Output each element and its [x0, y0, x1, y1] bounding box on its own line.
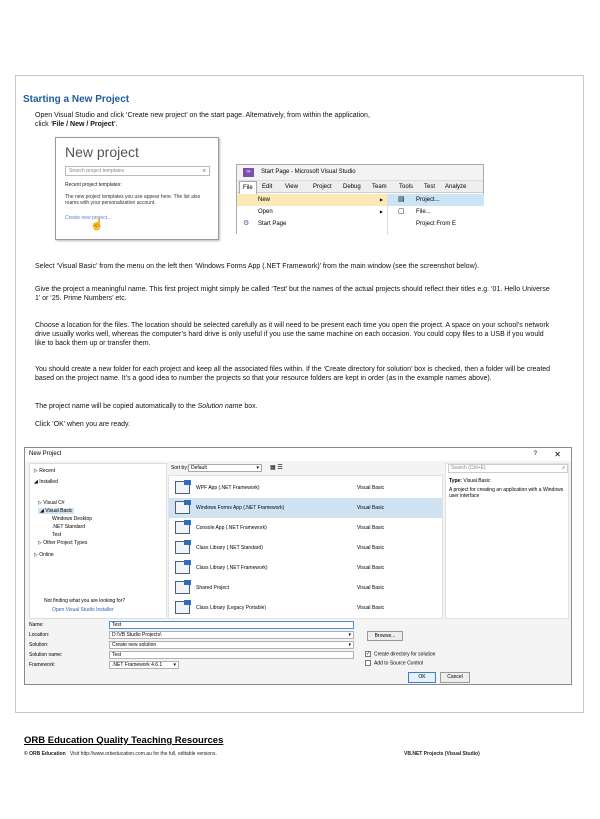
checkmark-icon: ✓	[366, 651, 371, 657]
type-value: Visual Basic	[463, 478, 491, 484]
template-name: Windows Forms App (.NET Framework)	[196, 505, 285, 511]
file-icon: ▢	[398, 208, 405, 215]
submenu-project-label: Project...	[416, 197, 440, 203]
submenu-project[interactable]	[388, 194, 484, 206]
template-icon	[175, 521, 190, 534]
vs-menubar	[237, 180, 483, 193]
dialog-titlebar	[25, 448, 571, 461]
template-row[interactable]	[169, 538, 442, 558]
template-icon	[175, 581, 190, 594]
solution-name-label: Solution name:	[29, 652, 63, 658]
sort-value: Default	[191, 465, 207, 471]
chevron-down-icon: ▾	[348, 632, 351, 638]
template-language: Visual Basic	[357, 585, 385, 591]
paragraph-location: Choose a location for the files. The location should be selected carefully as it will need to be present each time you open the project. A space on your school’s network drive usually works well, whereas the computer’s hard drive is only useful if you use the same machine on each occasion. You could copy files to a USB if you would like to back them up or transfer them.	[35, 322, 550, 347]
template-name: Class Library (.NET Framework)	[196, 565, 268, 571]
paragraph-project-name: Give the project a meaningful name. This first project might simply be called ‘Test’ but the names of the actual projects should reflect their titles e.g. ‘01. Hello Universe 1’ or ‘25. Prime Numbers’ etc.	[35, 286, 550, 302]
template-name: WPF App (.NET Framework)	[196, 485, 260, 491]
menu-test[interactable]: Test	[424, 184, 436, 190]
paragraph-select-visual-basic: Select ‘Visual Basic’ from the menu on the left then ‘Windows Forms App (.NET Framework)’ from the main window (see the screenshot below).	[35, 263, 479, 270]
template-search-input[interactable]	[65, 166, 210, 176]
template-name: Shared Project	[196, 585, 230, 591]
submenu-arrow-icon: ▶	[379, 209, 383, 214]
tree-windows-desktop[interactable]: Windows Desktop	[52, 516, 93, 522]
ok-button[interactable]: OK	[408, 672, 436, 683]
template-row[interactable]	[169, 558, 442, 578]
search-placeholder: Search (Ctrl+E)	[451, 465, 486, 471]
footer-visit-text: Visit http://www.orbeducation.com.au for the full, editable versions.	[69, 751, 217, 757]
menu-project[interactable]: Project	[313, 184, 332, 190]
file-item-start-page[interactable]	[237, 218, 387, 230]
type-label: Type:	[449, 478, 462, 484]
tree-recent[interactable]: ▷ Recent	[34, 468, 56, 474]
chevron-down-icon: ▾	[173, 662, 176, 668]
intro-paragraph	[35, 111, 555, 129]
template-row[interactable]	[169, 578, 442, 598]
intro-line: Open Visual Studio and click ‘Create new project’ on the start page. Alternatively, from within the application,	[35, 112, 370, 119]
paragraph-solution-name	[35, 402, 555, 411]
browse-button[interactable]: Browse...	[367, 631, 403, 641]
submenu-arrow-icon: ▶	[379, 197, 383, 202]
tree-visual-basic[interactable]: ◢ Visual Basic	[40, 508, 73, 514]
recent-templates-label: Recent project templates:	[65, 182, 122, 188]
chevron-down-icon: ▾	[348, 642, 351, 648]
search-icon: ⌕	[562, 465, 565, 471]
location-value: D:\VB Studio Projects\	[112, 632, 162, 638]
template-row[interactable]	[169, 498, 442, 518]
not-finding-text: Not finding what you are looking for?	[44, 598, 126, 604]
menu-file[interactable]: File	[239, 181, 257, 194]
file-item-new-label: New	[258, 197, 271, 203]
template-icon	[175, 541, 190, 554]
project-icon: ▤	[398, 196, 405, 203]
vs-window-title: Start Page - Microsoft Visual Studio	[261, 169, 356, 175]
template-language: Visual Basic	[357, 485, 385, 491]
intro-click-prefix: click ‘	[35, 121, 53, 128]
type-description: A project for creating an application with a Windows user interface	[449, 487, 564, 499]
help-button[interactable]: ?	[533, 451, 537, 457]
solution-value: Create new solution	[112, 642, 157, 648]
template-icon	[175, 561, 190, 574]
sort-dropdown[interactable]	[188, 464, 262, 472]
menu-analyze[interactable]: Analyze	[445, 184, 467, 190]
create-new-project-link[interactable]: Create new project...	[65, 215, 112, 221]
file-item-new[interactable]	[237, 194, 387, 206]
file-item-open-label: Open	[258, 209, 273, 215]
file-dropdown	[237, 194, 387, 235]
tree-net-standard[interactable]: .NET Standard	[52, 524, 85, 530]
open-installer-link[interactable]: Open Visual Studio Installer	[52, 607, 114, 613]
new-project-title: New project	[65, 144, 139, 160]
chevron-down-icon: ▾	[256, 465, 259, 471]
start-page-icon: ⚙	[243, 220, 250, 227]
template-list	[168, 475, 443, 619]
p5-suffix: box.	[242, 403, 258, 410]
name-value: Test	[112, 622, 122, 628]
template-language: Visual Basic	[357, 605, 385, 611]
menu-view[interactable]: View	[285, 184, 298, 190]
new-submenu	[387, 194, 484, 235]
solution-name-value: Test	[112, 652, 122, 658]
checkbox-empty	[365, 660, 371, 666]
footer-left	[24, 751, 217, 757]
template-tree	[29, 463, 167, 619]
menu-path: File / New / Project	[52, 121, 114, 128]
vs-file-menu-screenshot	[236, 164, 484, 234]
template-row[interactable]	[169, 518, 442, 538]
submenu-project-from-label: Project From E	[416, 221, 457, 227]
solution-name-input[interactable]	[109, 651, 354, 659]
tree-visual-csharp[interactable]: ▷ Visual C#	[38, 500, 65, 506]
p5-em: Solution name	[197, 403, 243, 410]
p5-prefix: The project name will be copied automatically to the	[35, 403, 198, 410]
footer-copyright: © ORB Education	[24, 751, 66, 757]
hand-cursor-icon: ☝	[90, 219, 104, 231]
submenu-file[interactable]	[388, 206, 484, 218]
dialog-title: New Project	[29, 451, 62, 457]
new-project-card	[55, 137, 219, 240]
view-toggle-icon[interactable]: ▦ ☰	[270, 465, 283, 471]
template-language: Visual Basic	[357, 525, 385, 531]
recent-templates-description: The new project templates you use appear here. The list also roams with your personalization account.	[65, 194, 201, 206]
tree-test[interactable]: Test	[52, 532, 62, 538]
menu-team[interactable]: Team	[372, 184, 387, 190]
template-name: Class Library (.NET Standard)	[196, 545, 263, 551]
add-source-control-checkbox[interactable]	[365, 660, 423, 667]
installed-search-input[interactable]	[448, 464, 568, 473]
template-icon	[175, 501, 190, 514]
intro-click-suffix: ’.	[113, 121, 118, 128]
tree-other-project-types[interactable]: ▷ Other Project Types	[38, 540, 88, 546]
tree-installed[interactable]: ◢ Installed	[34, 479, 58, 485]
tree-online[interactable]: ▷ Online	[34, 552, 54, 558]
submenu-project-from[interactable]	[388, 218, 484, 230]
template-icon	[175, 601, 190, 614]
framework-label: Framework:	[29, 662, 56, 668]
template-language: Visual Basic	[357, 565, 385, 571]
name-label: Name:	[29, 622, 44, 628]
location-combo[interactable]	[109, 631, 354, 639]
visual-studio-logo-icon: ∞	[243, 168, 254, 177]
name-input[interactable]	[109, 621, 354, 629]
footer-title: ORB Education Quality Teaching Resources	[24, 735, 224, 746]
details-panel	[445, 463, 569, 619]
template-row[interactable]	[169, 478, 442, 498]
template-name: Console App (.NET Framework)	[196, 525, 267, 531]
file-item-open[interactable]	[237, 206, 387, 218]
submenu-file-label: File...	[416, 209, 431, 215]
create-directory-label: Create directory for solution	[374, 651, 436, 658]
template-name: Class Library (Legacy Portable)	[196, 605, 267, 611]
sort-label: Sort by:	[171, 465, 189, 471]
type-line	[449, 478, 491, 484]
vs-titlebar	[237, 165, 483, 180]
menu-tools[interactable]: Tools	[399, 184, 414, 190]
create-directory-checkbox[interactable]	[365, 651, 435, 658]
solution-label: Solution:	[29, 642, 49, 648]
templates-panel	[168, 463, 443, 619]
section-heading: Starting a New Project	[23, 94, 130, 105]
template-language: Visual Basic	[357, 545, 385, 551]
paragraph-click-ok: Click ‘OK’ when you are ready.	[35, 421, 130, 428]
search-icon: ⌕	[202, 168, 206, 174]
sort-bar	[168, 463, 443, 473]
framework-combo[interactable]	[109, 661, 179, 669]
template-language: Visual Basic	[357, 505, 385, 511]
menu-edit[interactable]: Edit	[262, 184, 273, 190]
framework-value: .NET Framework 4.6.1	[112, 662, 163, 668]
new-project-dialog	[24, 447, 572, 685]
location-label: Location:	[29, 632, 50, 638]
cancel-button[interactable]: Cancel	[440, 672, 470, 683]
template-icon	[175, 481, 190, 494]
paragraph-folders: You should create a new folder for each project and keep all the associated files within. If the ‘Create directory for solution’ box is checked, then a folder will be created based on the project name. It’s a good idea to number the projects so that your resource folders are kept in order (as in the example names above).	[35, 366, 551, 382]
close-button[interactable]: ✕	[554, 450, 561, 459]
footer-right: VB.NET Projects (Visual Studio)	[404, 751, 480, 757]
solution-combo[interactable]	[109, 641, 354, 649]
add-source-label: Add to Source Control	[374, 660, 424, 667]
file-item-start-page-label: Start Page	[258, 221, 287, 227]
menu-debug[interactable]: Debug	[343, 184, 361, 190]
search-placeholder: Search project templates	[69, 168, 125, 174]
template-row[interactable]	[169, 598, 442, 618]
